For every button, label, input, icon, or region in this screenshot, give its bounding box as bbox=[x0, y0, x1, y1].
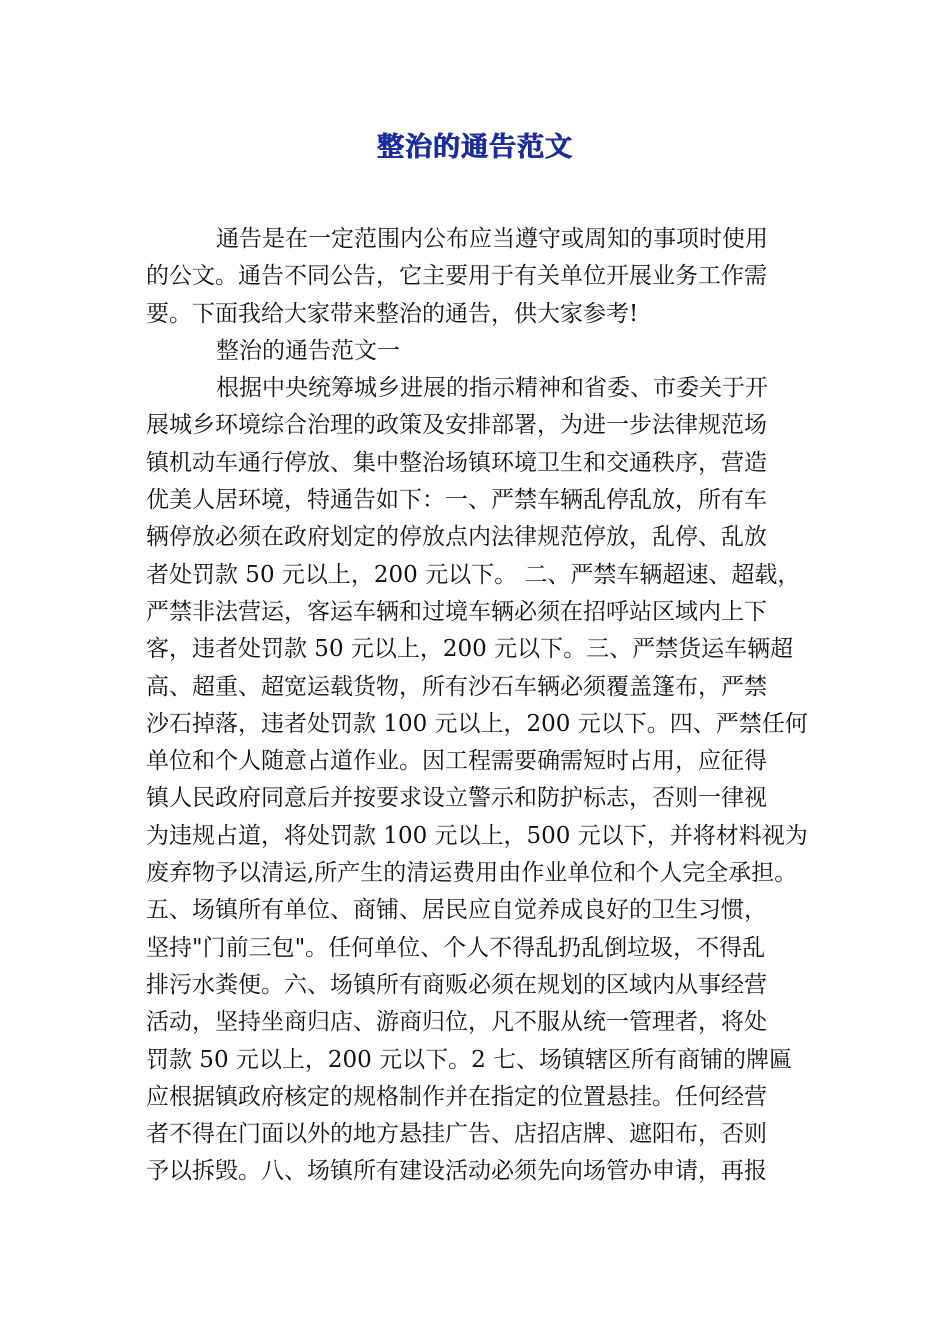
body-line-12: 客，违者处罚款 50 元以上，200 元以下。三、严禁货运车辆超 bbox=[146, 636, 794, 663]
body-line-9: 辆停放必须在政府划定的停放点内法律规范停放，乱停、乱放 bbox=[146, 524, 767, 551]
body-line-23: 罚款 50 元以上，200 元以下。2 七、场镇辖区所有商铺的牌匾 bbox=[146, 1046, 793, 1073]
body-line-24: 应根据镇政府核定的规格制作并在指定的位置悬挂。任何经营 bbox=[146, 1083, 767, 1110]
body-line-21: 排污水粪便。六、场镇所有商贩必须在规划的区域内从事经营 bbox=[146, 971, 767, 998]
body-line-13: 高、超重、超宽运载货物，所有沙石车辆必须覆盖篷布，严禁 bbox=[146, 673, 767, 700]
body-line-19: 五、场镇所有单位、商铺、居民应自觉养成良好的卫生习惯， bbox=[146, 897, 767, 924]
section-heading: 整治的通告范文一 bbox=[216, 337, 400, 364]
body-line-16: 镇人民政府同意后并按要求设立警示和防护标志，否则一律视 bbox=[146, 785, 767, 812]
body-line-17: 为违规占道，将处罚款 100 元以上，500 元以下，并将材料视为 bbox=[146, 822, 808, 849]
body-line-18: 废弃物予以清运,所产生的清运费用由作业单位和个人完全承担。 bbox=[146, 860, 798, 887]
document-title: 整治的通告范文 bbox=[377, 132, 573, 163]
body-line-1: 通告是在一定范围内公布应当遵守或周知的事项时使用 bbox=[216, 226, 768, 252]
body-line-11: 严禁非法营运，客运车辆和过境车辆必须在招呼站区域内上下 bbox=[146, 598, 767, 625]
body-line-8: 优美人居环境，特通告如下：一、严禁车辆乱停乱放，所有车 bbox=[146, 487, 767, 514]
document-body bbox=[146, 221, 806, 1191]
body-line-22: 活动，坚持坐商归店、游商归位，凡不服从统一管理者，将处 bbox=[146, 1009, 767, 1036]
body-line-7: 镇机动车通行停放、集中整治场镇环境卫生和交通秩序，营造 bbox=[146, 449, 767, 476]
body-line-25: 者不得在门面以外的地方悬挂广告、店招店牌、遮阳布，否则 bbox=[146, 1121, 767, 1148]
body-line-15: 单位和个人随意占道作业。因工程需要确需短时占用，应征得 bbox=[146, 748, 767, 775]
body-line-26: 予以拆毁。八、场镇所有建设活动必须先向场管办申请，再报 bbox=[146, 1158, 767, 1185]
body-line-5: 根据中央统筹城乡进展的指示精神和省委、市委关于开 bbox=[216, 375, 768, 402]
body-line-20: 坚持"门前三包"。任何单位、个人不得乱扔乱倒垃圾，不得乱 bbox=[146, 934, 766, 961]
body-line-2: 的公文。通告不同公告，它主要用于有关单位开展业务工作需 bbox=[146, 263, 767, 290]
body-line-3: 要。下面我给大家带来整治的通告，供大家参考! bbox=[146, 300, 639, 327]
body-line-10: 者处罚款 50 元以上，200 元以下。 二、严禁车辆超速、超载， bbox=[146, 561, 801, 588]
body-line-6: 展城乡环境综合治理的政策及安排部署，为进一步法律规范场 bbox=[146, 412, 767, 439]
body-line-14: 沙石掉落，违者处罚款 100 元以上，200 元以下。四、严禁任何 bbox=[146, 710, 808, 737]
